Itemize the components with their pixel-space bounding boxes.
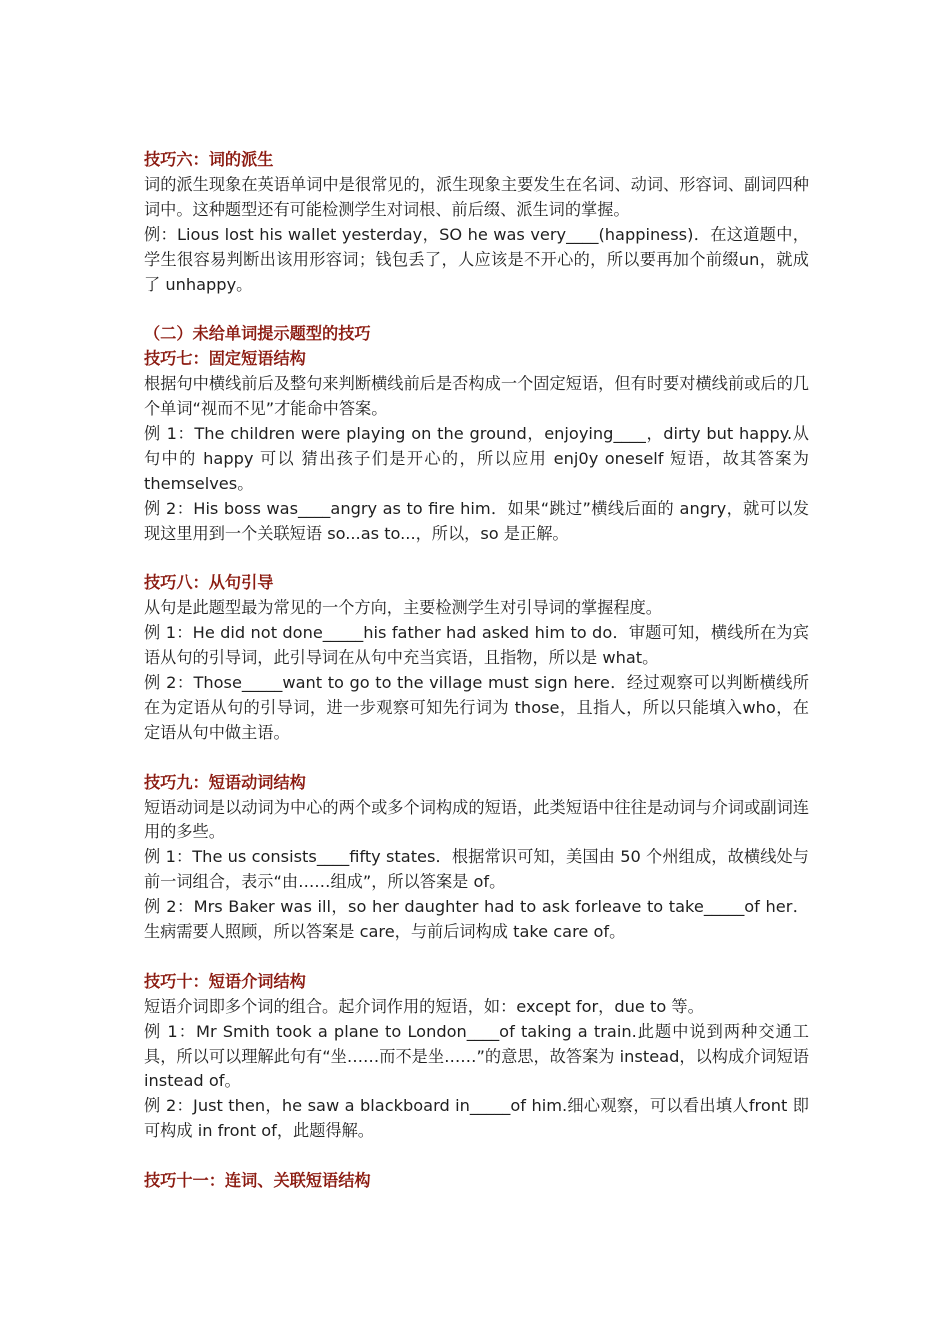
example-paragraph: 例：Lious lost his wallet yesterday，SO he was very____(happiness)．在这道题中，学生很容易判断出该用形容词；钱包丢了，人应该是不开心的，所以要再加个前缀un，就成了 unhappy。 [144,224,809,294]
section-heading: 技巧七：固定短语结构 [144,349,306,369]
section-phrasal-prepositions [144,970,809,1144]
section-derivation [144,148,809,297]
paragraph: 短语动词是以动词为中心的两个或多个词构成的短语，此类短语中往往是动词与介词或副词连用的多些。 [144,797,809,842]
section-fixed-phrases [144,322,809,546]
example-paragraph: 例 1：Mr Smith took a plane to London____of taking a train.此题中说到两种交通工具，所以可以理解此句有“坐……而不是坐……”的意思，故答案为 instead，以构成介词短语 instead of。 [144,1021,809,1091]
section-conjunctions [144,1169,809,1194]
part-heading: （二）未给单词提示题型的技巧 [144,324,371,344]
example-paragraph: 例 1：The children were playing on the ground，enjoying____，dirty but happy.从句中的 happy 可以 猜出孩子们是开心的，所以应用 enj0y oneself 短语，故其答案为 themselves。 [144,423,809,493]
paragraph: 从句是此题型最为常见的一个方向，主要检测学生对引导词的掌握程度。 [144,598,662,618]
example-paragraph: 例 1：The us consists____fifty states．根据常识可知，美国由 50 个州组成，故横线处与前一词组合，表示“由……组成”，所以答案是 of。 [144,847,809,892]
section-clauses [144,571,809,745]
section-heading: 技巧十一：连词、关联短语结构 [144,1171,371,1191]
example-paragraph: 例 2：Mrs Baker was ill，so her daughter had to ask forleave to take_____of her．生病需要人照顾，所以答案是 care，与前后词构成 take care of。 [144,897,809,942]
paragraph: 短语介词即多个词的组合。起介词作用的短语，如：except for，due to 等。 [144,996,704,1016]
section-heading: 技巧九：短语动词结构 [144,772,306,792]
example-paragraph: 例 2：Those_____want to go to the village must sign here．经过观察可以判断横线所在为定语从句的引导词，进一步观察可知先行词为 those，且指人，所以只能填入who，在定语从句中做主语。 [144,673,809,742]
paragraph: 根据句中横线前后及整句来判断横线前后是否构成一个固定短语，但有时要对横线前或后的几个单词“视而不见”才能命中答案。 [144,374,809,419]
paragraph: 词的派生现象在英语单词中是很常见的，派生现象主要发生在名词、动词、形容词、副词四种词中。这种题型还有可能检测学生对词根、前后缀、派生词的掌握。 [144,174,809,219]
section-heading: 技巧十：短语介词结构 [144,971,306,991]
example-paragraph: 例 1：He did not done_____his father had asked him to do．审题可知，横线所在为宾语从句的引导词，此引导词在从句中充当宾语，且指物，所以是 what。 [144,623,809,668]
section-phrasal-verbs [144,771,809,945]
example-paragraph: 例 2：Just then，he saw a blackboard in_____of him.细心观察，可以看出填人front 即可构成 in front of，此题得解。 [144,1096,809,1141]
document-body [144,148,809,1194]
section-heading: 技巧八：从句引导 [144,573,274,593]
section-heading: 技巧六：词的派生 [144,150,274,169]
example-paragraph: 例 2：His boss was____angry as to fire him．如果“跳过”横线后面的 angry，就可以发现这里用到一个关联短语 so...as to...，所以，so 是正解。 [144,498,809,543]
